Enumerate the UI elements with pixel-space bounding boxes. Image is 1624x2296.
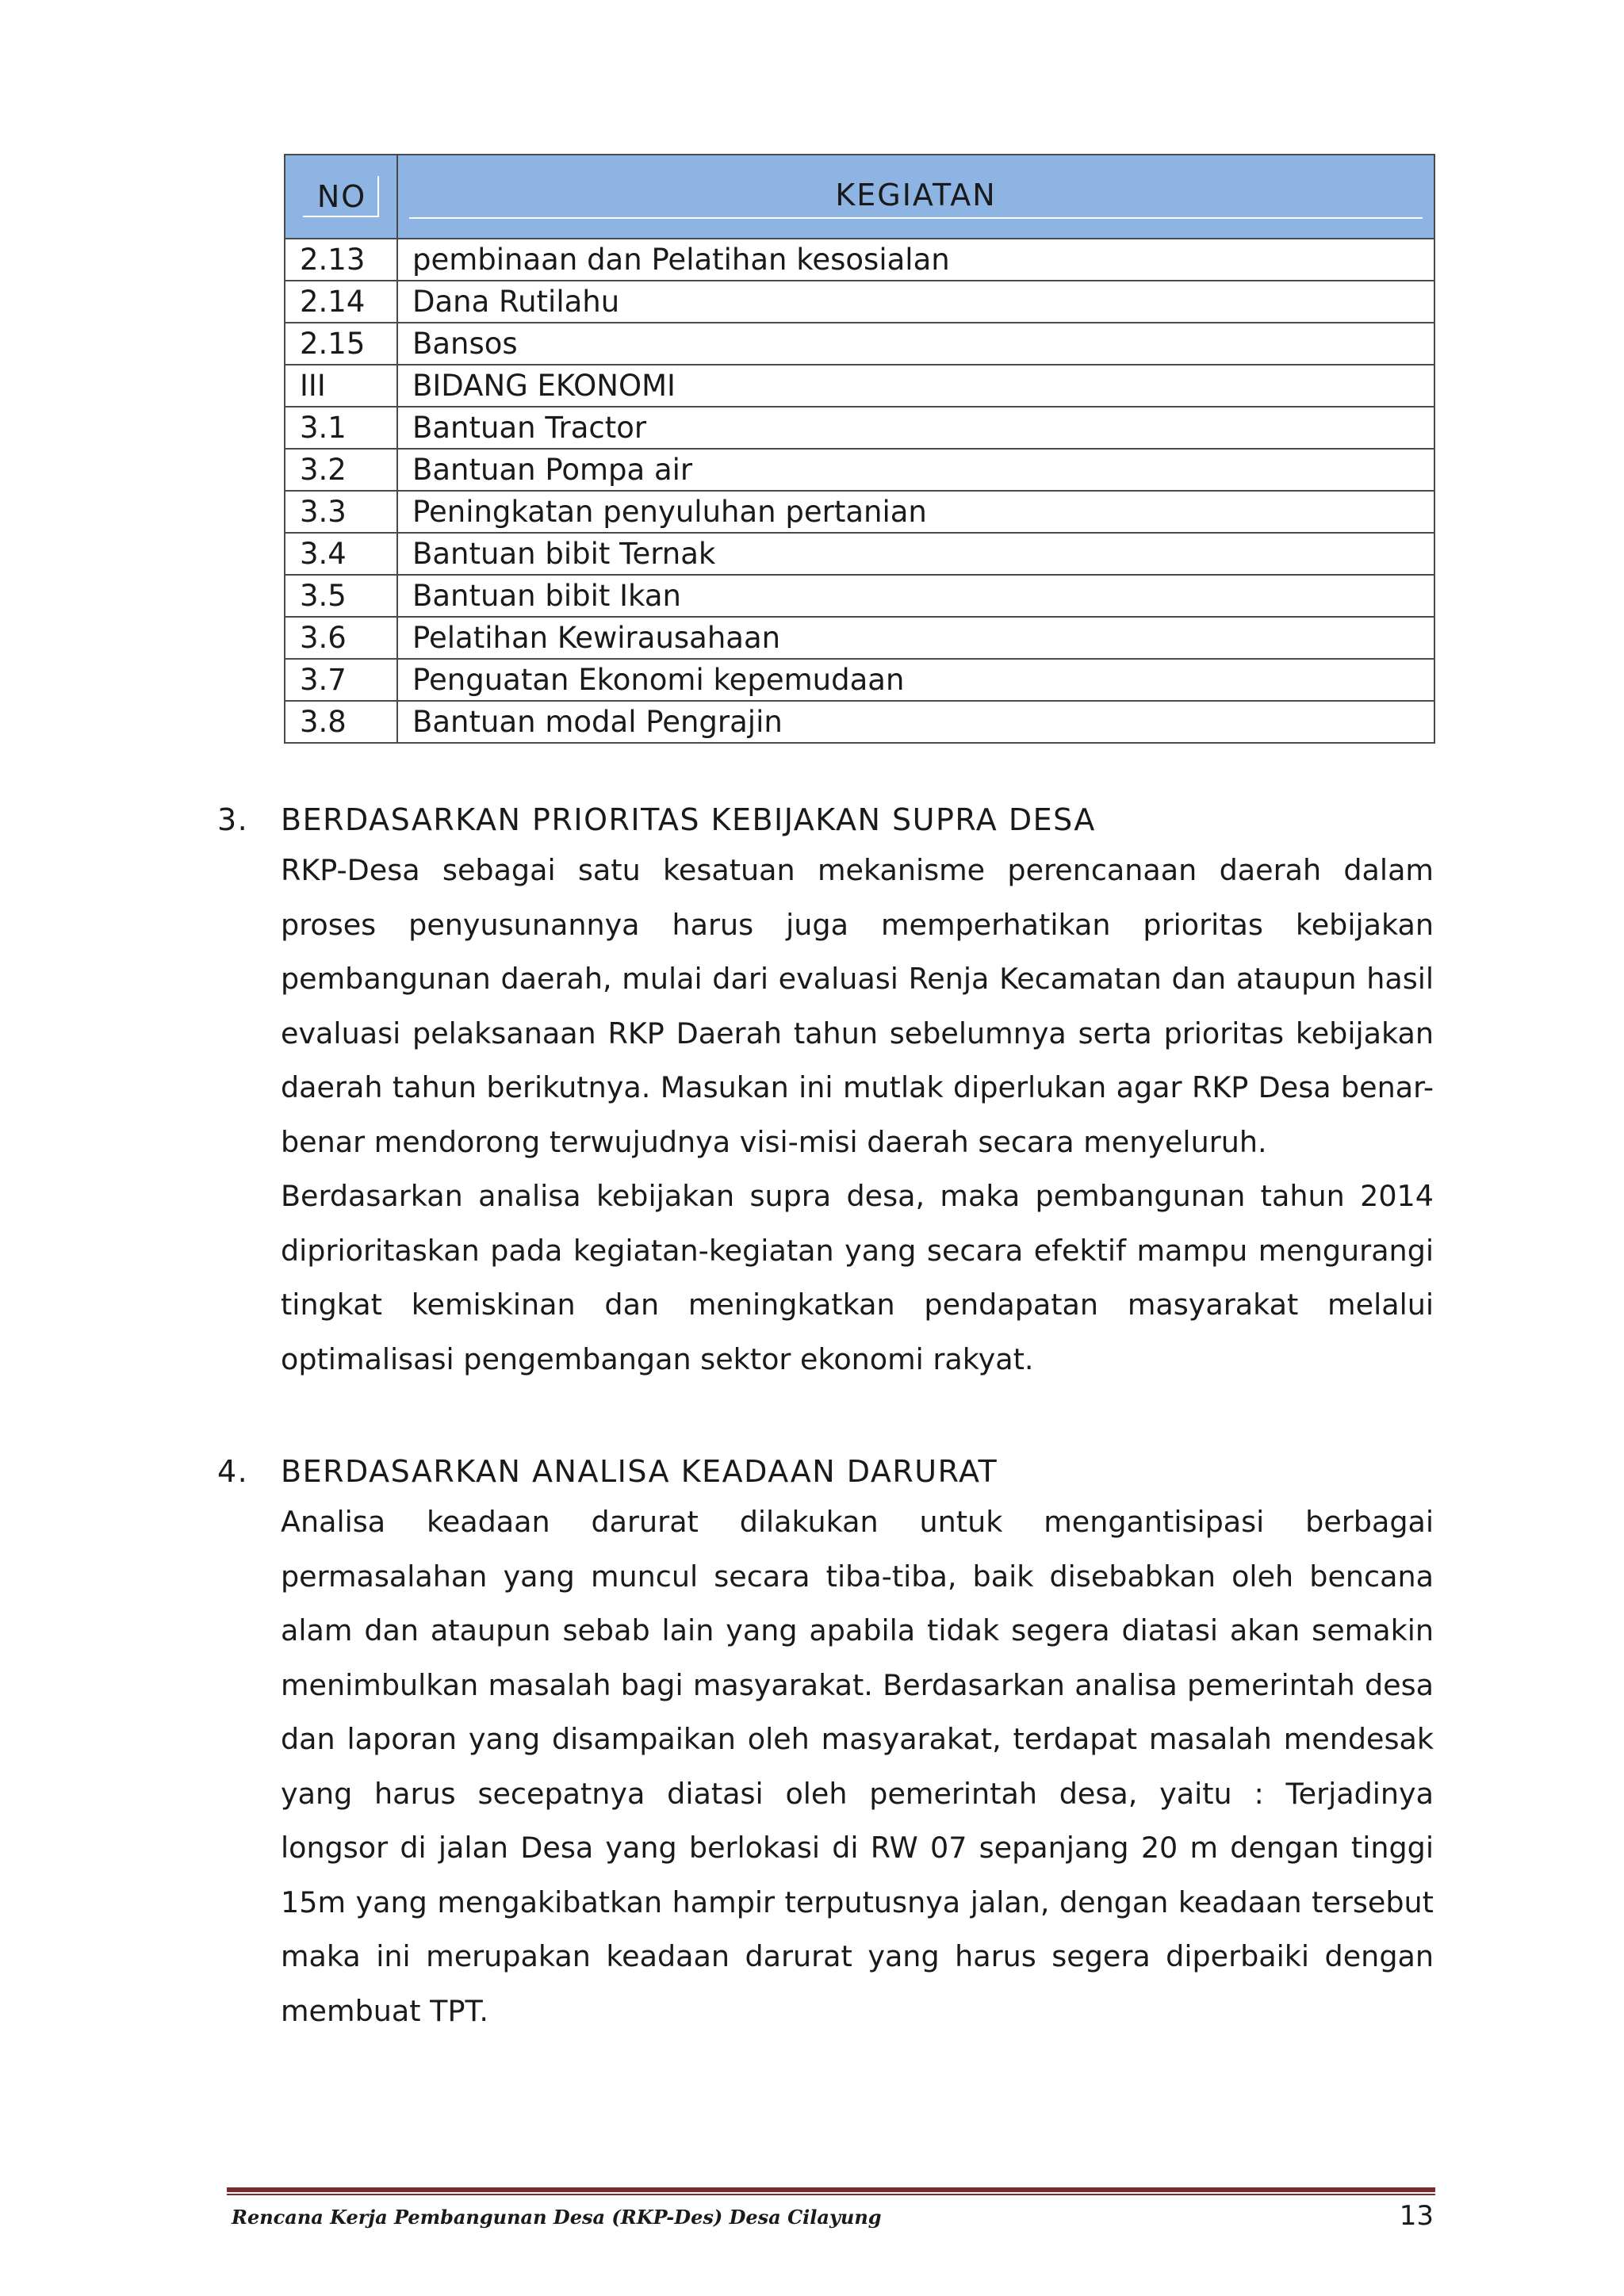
row-no: 3.8 [285,701,397,743]
row-no: 3.7 [285,659,397,701]
table-row [285,323,1434,365]
row-no: 2.14 [285,281,397,323]
header-no: NO [285,155,397,239]
row-kegiatan: Bantuan bibit Ternak [397,533,1434,575]
table-row [285,617,1434,659]
row-no: 3.5 [285,575,397,617]
row-no: 3.4 [285,533,397,575]
section-4-title: BERDASARKAN ANALISA KEADAAN DARURAT [281,1454,998,1489]
table-row [285,407,1434,449]
table-row [285,575,1434,617]
row-kegiatan: Bantuan Tractor [397,407,1434,449]
section-3 [217,796,1434,1387]
page-number: 13 [1399,2200,1434,2232]
row-kegiatan: Bansos [397,323,1434,365]
table-row [285,281,1434,323]
footer-title: Rencana Kerja Pembangunan Desa (RKP-Des) Desa Cilayung [232,2206,882,2229]
table-row [285,659,1434,701]
section-4 [217,1448,1434,2038]
row-no: 3.2 [285,449,397,491]
section-3-paragraph-2: Berdasarkan analisa kebijakan supra desa, maka pembangunan tahun 2014 diprioritaskan pada kegiatan-kegiatan yang secara efektif mampu mengurangi tingkat kemiskinan dan meningkatkan pendapatan masyarakat melalui optimalisasi pengembangan sektor ekonomi rakyat. [281,1179,1434,1376]
row-kegiatan: BIDANG EKONOMI [397,365,1434,407]
section-3-number: 3. [217,802,249,837]
row-kegiatan: Penguatan Ekonomi kepemudaan [397,659,1434,701]
table-row [285,533,1434,575]
footer-rule [227,2187,1435,2195]
row-no: 2.13 [285,239,397,281]
row-no: 3.6 [285,617,397,659]
row-kegiatan: Bantuan Pompa air [397,449,1434,491]
row-kegiatan: Bantuan modal Pengrajin [397,701,1434,743]
section-4-heading [217,1448,1434,1495]
header-kegiatan: KEGIATAN [397,155,1434,239]
table-row [285,365,1434,407]
row-kegiatan: Pelatihan Kewirausahaan [397,617,1434,659]
row-kegiatan: pembinaan dan Pelatihan kesosialan [397,239,1434,281]
activities-table [284,154,1435,744]
table-row [285,449,1434,491]
section-3-title: BERDASARKAN PRIORITAS KEBIJAKAN SUPRA DESA [281,802,1096,837]
table-row [285,239,1434,281]
row-kegiatan: Bantuan bibit Ikan [397,575,1434,617]
row-kegiatan: Peningkatan penyuluhan pertanian [397,491,1434,533]
table-row [285,701,1434,743]
row-kegiatan: Dana Rutilahu [397,281,1434,323]
section-3-heading [217,796,1434,844]
table-header [285,155,1434,239]
section-4-number: 4. [217,1454,249,1489]
row-no: 3.3 [285,491,397,533]
section-3-paragraph-1: RKP-Desa sebagai satu kesatuan mekanisme perencanaan daerah dalam proses penyusunannya harus juga memperhatikan prioritas kebijakan pembangunan daerah, mulai dari evaluasi Renja Kecamatan dan ataupun hasil evaluasi pelaksanaan RKP Daerah tahun sebelumnya serta prioritas kebijakan daerah tahun berikutnya. Masukan ini mutlak diperlukan agar RKP Desa benar-benar mendorong terwujudnya visi-misi daerah secara menyeluruh. [281,853,1434,1159]
section-4-paragraph-1: Analisa keadaan darurat dilakukan untuk mengantisipasi berbagai permasalahan yang muncul secara tiba-tiba, baik disebabkan oleh bencana alam dan ataupun sebab lain yang apabila tidak segera diatasi akan semakin menimbulkan masalah bagi masyarakat. Berdasarkan analisa pemerintah desa dan laporan yang disampaikan oleh masyarakat, terdapat masalah mendesak yang harus secepatnya diatasi oleh pemerintah desa, yaitu : Terjadinya longsor di jalan Desa yang berlokasi di RW 07 sepanjang 20 m dengan tinggi 15m yang mengakibatkan hampir terputusnya jalan, dengan keadaan tersebut maka ini merupakan keadaan darurat yang harus segera diperbaiki dengan membuat TPT. [281,1505,1434,2028]
row-no: 3.1 [285,407,397,449]
row-no: III [285,365,397,407]
row-no: 2.15 [285,323,397,365]
table-row [285,491,1434,533]
